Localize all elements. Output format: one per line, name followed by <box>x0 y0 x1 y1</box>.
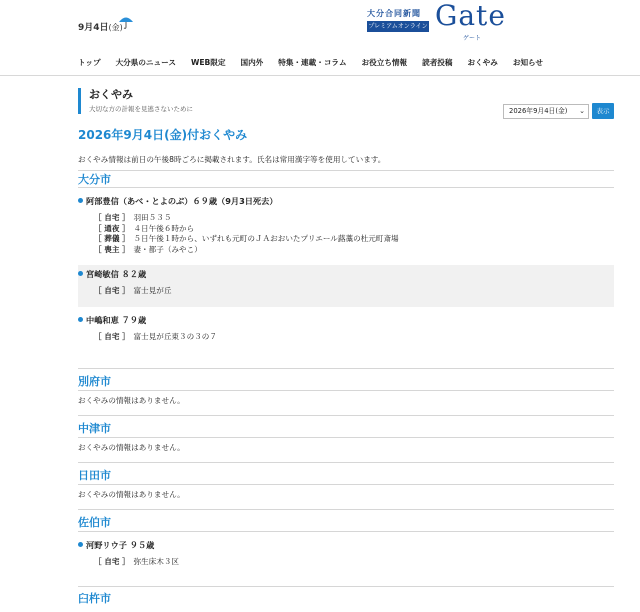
detail-key: ［ 自宅 ］ <box>94 331 126 341</box>
page-subtitle: 大切な方の計報を見逃さないために <box>89 105 193 113</box>
detail-value: 妻・都子（みやこ） <box>133 244 202 254</box>
nav-item-domestic-world[interactable]: 国内外 <box>240 58 264 67</box>
city-name: 佐伯市 <box>78 514 614 532</box>
detail-key: ［ 自宅 ］ <box>94 557 126 566</box>
city-name: 臼杵市 <box>78 592 111 605</box>
city-section-oita <box>78 170 614 348</box>
section-divider <box>78 368 614 369</box>
city-section-saiki <box>78 514 614 574</box>
header-date <box>78 20 123 33</box>
no-info-text: おくやみの情報はありません。 <box>78 396 185 405</box>
city-name: 別府市 <box>78 373 614 391</box>
site-logo[interactable] <box>367 0 512 43</box>
detail-row <box>78 286 614 297</box>
detail-row <box>78 234 614 245</box>
nav-item-oita-news[interactable]: 大分県のニュース <box>115 58 176 67</box>
date-select-value: 2026年9月4日(金) <box>509 107 568 115</box>
detail-row <box>78 332 614 343</box>
detail-value: ４日午後６時から <box>133 223 195 233</box>
detail-key: ［ 自宅 ］ <box>94 213 126 222</box>
page-title: おくやみ <box>89 88 133 101</box>
obituary-entry <box>78 192 614 261</box>
nav-item-notices[interactable]: お知らせ <box>512 58 544 67</box>
city-section-nakatsu <box>78 420 614 453</box>
person-name: 阿部豊信（あべ・とよのぶ）６９歳（9月3日死去） <box>78 196 614 207</box>
obituary-date-heading: 2026年9月4日(金)付おくやみ <box>78 128 248 142</box>
chevron-down-icon: ⌄ <box>579 107 585 115</box>
detail-row <box>78 557 614 568</box>
show-button[interactable]: 表示 <box>592 103 614 119</box>
section-divider <box>78 415 614 416</box>
section-divider <box>78 509 614 510</box>
person-name: 河野リウ子 ９５歳 <box>78 540 614 551</box>
detail-value: 富士見が丘東３の３の７ <box>133 331 217 341</box>
site-header <box>0 0 640 67</box>
city-name: 日田市 <box>78 467 614 485</box>
city-name: 中津市 <box>78 420 614 438</box>
logo-main: Gate <box>435 0 506 32</box>
logo-line2: プレミアムオンライン <box>368 23 428 30</box>
detail-value: 弥生床木３区 <box>133 557 180 566</box>
obituary-entry <box>78 265 614 307</box>
obituary-entry <box>78 311 614 349</box>
city-name: 大分市 <box>78 170 614 188</box>
nav-item-obituaries[interactable]: おくやみ <box>467 58 498 67</box>
nav-item-reader-posts[interactable]: 読者投稿 <box>422 58 453 67</box>
nav-item-web-only[interactable]: WEB限定 <box>190 58 226 67</box>
obituary-entry <box>78 536 614 574</box>
detail-key: ［ 自宅 ］ <box>94 286 126 295</box>
nav-item-top[interactable]: トップ <box>78 58 101 67</box>
detail-key: ［ 葬儀 ］ <box>94 234 126 243</box>
detail-row <box>78 224 614 235</box>
detail-value: 富士見が丘 <box>133 286 172 295</box>
date-select[interactable] <box>503 104 589 119</box>
logo-line1: 大分合同新聞 <box>367 9 421 18</box>
header-date-month-day: 9月4日 <box>78 23 109 33</box>
page-title-block <box>78 88 193 114</box>
city-section-hita <box>78 467 614 500</box>
section-divider <box>78 586 614 587</box>
no-info-text: おくやみの情報はありません。 <box>78 443 185 452</box>
nav-item-features[interactable]: 特集・連載・コラム <box>278 58 347 67</box>
detail-row <box>78 213 614 224</box>
city-section-beppu <box>78 373 614 406</box>
main-nav <box>0 48 640 76</box>
detail-value: 羽田５３５ <box>133 213 172 222</box>
obituary-note: おくやみ情報は前日の午後8時ごろに掲載されます。氏名は常用漢字等を使用しています。 <box>78 155 386 164</box>
header-date-weekday: (金) <box>108 23 123 32</box>
section-divider <box>78 462 614 463</box>
logo-kana: ゲート <box>463 35 482 42</box>
detail-value: ５日午後１時から、いずれも元町のＪＡおおいたプリエール蕗藁の杜元町斎場 <box>133 234 399 243</box>
detail-key: ［ 喪主 ］ <box>94 244 126 254</box>
detail-key: ［ 通夜 ］ <box>94 223 126 233</box>
detail-row <box>78 245 614 256</box>
umbrella-icon <box>118 14 134 30</box>
person-name: 宮崎敏信 ８２歳 <box>78 269 614 280</box>
person-name: 中嶋和恵 ７９歳 <box>78 315 614 326</box>
nav-item-useful-info[interactable]: お役立ち情報 <box>361 58 408 67</box>
no-info-text: おくやみの情報はありません。 <box>78 490 185 499</box>
